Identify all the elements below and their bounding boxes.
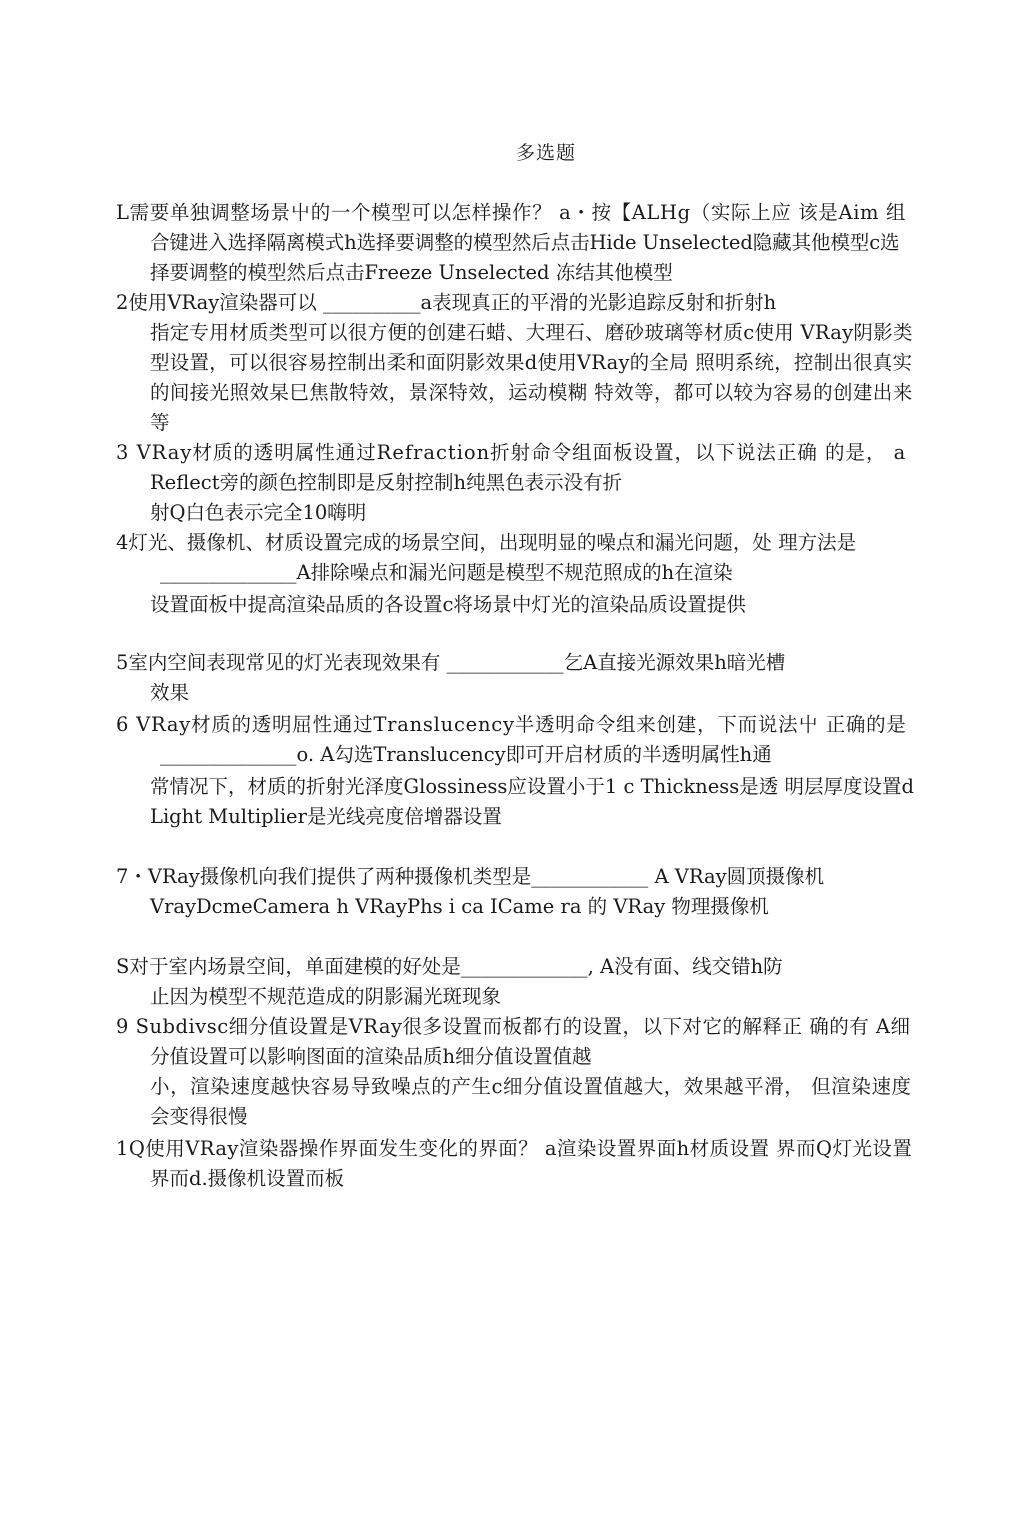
q2-line-1: 2使用VRay渲染器可以 __________a表现真正的平滑的光影追踪反射和折射h <box>116 291 777 314</box>
q2-line-3: 型设置，可以很容易控制出柔和面阴影效果d使用VRay的全局 照明系统，控制出很真实 <box>150 351 913 374</box>
q7-line-2: VrayDcmeCamera h VRayPhs i ca ICame ra 的 VRay 物理摄像机 <box>150 895 769 918</box>
q10-line-1: 1Q使用VRay渲染器操作界面发生变化的界面？ a渲染设置界面h材质设置 界而Q灯光设置 <box>116 1137 913 1160</box>
q9-line-3: 小，渲染速度越快容易导致噪点的产生c细分值设置值越大，效果越平滑， 但渲染速度 <box>150 1075 912 1098</box>
q3-line-3: 射Q白色表示完全10嗨明 <box>150 501 367 524</box>
q3-line-1: 3 VRay材质的透明属性通过Refraction折射命令组面板设置，以下说法正确 的是， a <box>116 441 907 464</box>
q1-line-1: L需要单独调整场景屮的一个模型可以怎样操作？ a・按【ALHg（实际上应 该是Aim 组 <box>116 201 907 224</box>
q9-line-4: 会变得很慢 <box>150 1105 248 1128</box>
q6-line-3: 常情况下，材质的折射光泽度Glossiness应设置小于1 c Thickness是透 明层厚度设置d <box>150 775 914 798</box>
q10-line-2: 界而d.摄像机设置而板 <box>150 1167 345 1190</box>
q3-line-2: Reflect旁的颜色控制即是反射控制h纯黑色表示没有折 <box>150 471 623 494</box>
q5-line-2: 效果 <box>150 681 190 704</box>
q6-line-2: ______________o. A勾选Translucency即可开启材质的半透明属性h通 <box>160 743 772 766</box>
q4-line-2: ______________A排除噪点和漏光问题是模型不规范照成的h在渲染 <box>160 561 733 584</box>
q9-line-2: 分值设置可以影响图面的渲染品质h细分值设置值越 <box>150 1045 592 1068</box>
q9-line-1: 9 Subdivsc细分值设置是VRay很多设置而板都冇的设置，以下对它的解释正 确的有 A细 <box>116 1015 911 1038</box>
q6-line-4: Light Multiplier是光线亮度倍增器设置 <box>150 805 502 828</box>
q4-line-1: 4灯光、摄像机、材质设置完成的场景空间，出现明显的噪点和漏光问题，处 理方法是 <box>116 531 857 554</box>
q6-line-1: 6 VRay材质的透明屈性通过Translucency半透明命令组来创建，下而说法屮 正确的是 <box>116 713 907 736</box>
q8-line-2: 止因为模型不规范造成的阴影漏光斑现象 <box>150 985 502 1008</box>
q2-line-5: 等 <box>150 411 170 434</box>
q1-line-2: 合键进入选择隔离模式h选择要调整的模型然后点击Hide Unselected隐藏其他模型c选 <box>150 231 900 254</box>
q2-line-2: 指定专用材质类型可以很方便的创建石蜡、大理石、磨砂玻璃等材质c使用 VRay阴影类 <box>150 321 913 344</box>
q5-line-1: 5室内空间表现常见的灯光表现效果有 ____________乞A直接光源效果h暗光槽 <box>116 651 786 674</box>
q4-line-3: 设置面板中提高渲染品质的各设置c将场景中灯光的渲染品质设置提供 <box>150 593 746 616</box>
page-title: 多选题 <box>515 142 576 164</box>
q1-line-3: 择要调整的模型然后点击Freeze Unselected 冻结其他模型 <box>150 261 673 284</box>
q7-line-1: 7・VRay摄像机向我们提供了两种摄像机类型是____________ A VRay圆顶摄像机 <box>116 865 825 888</box>
q8-line-1: S对于室内场景空间，单面建模的好处是_____________, A没有面、线交错h防 <box>116 955 783 978</box>
q2-line-4: 的间接光照效杲巳焦散特效，景深特效，运动模糊 特效等，都可以较为容易的创建出来 <box>150 381 913 404</box>
